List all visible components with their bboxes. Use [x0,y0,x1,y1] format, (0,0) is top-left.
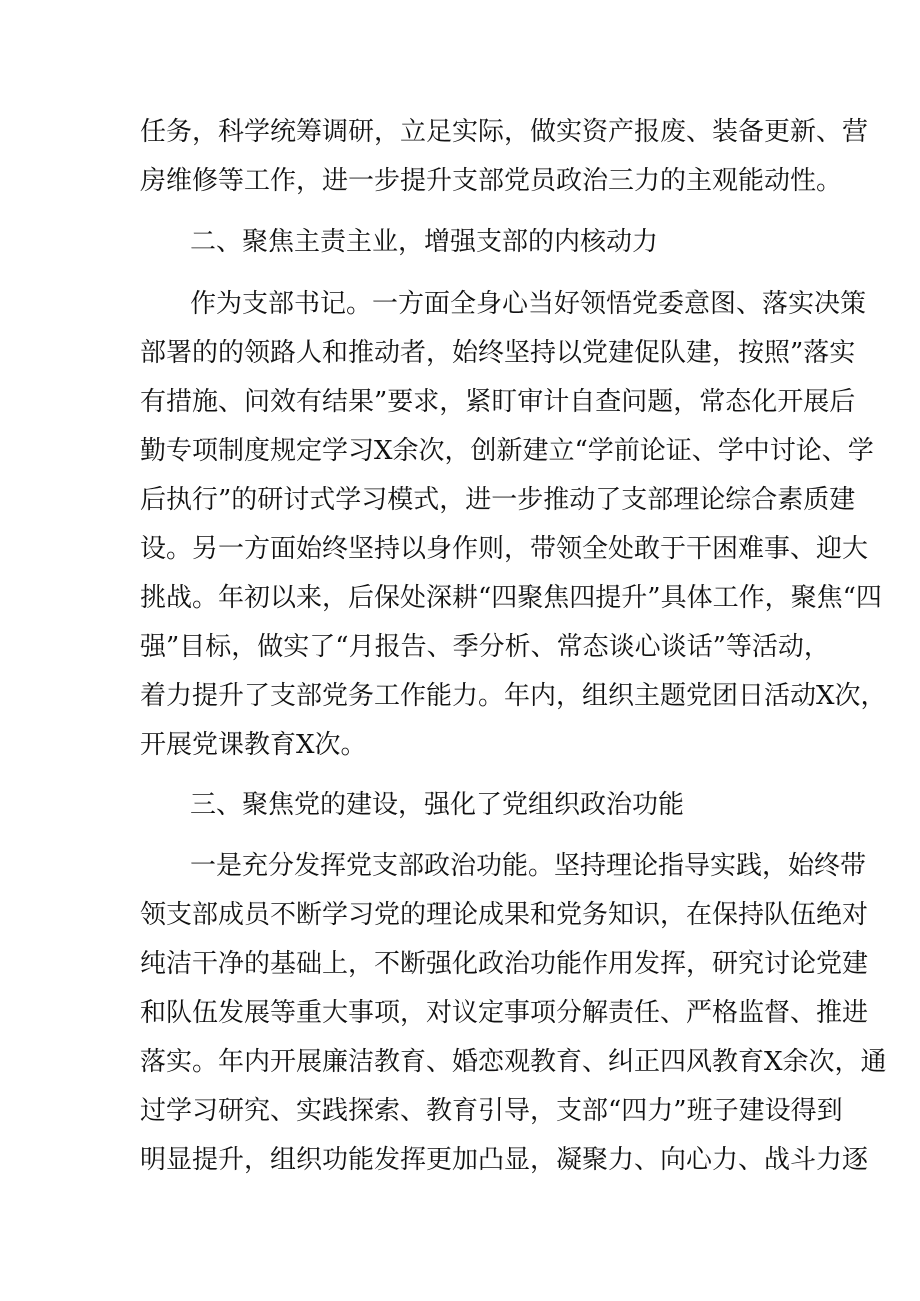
paragraph-line: 部署的的领路人和推动者，始终坚持以党建促队建，按照”落实 [140,338,856,368]
section-heading-3: 三、聚焦党的建设，强化了党组织政治功能 [190,790,685,820]
paragraph-line: 强”目标，做实了“月报告、季分析、常态谈心谈话”等活动， [140,632,830,662]
paragraph-line: 任务，科学统筹调研，立足实际，做实资产报废、装备更新、营 [140,117,869,147]
paragraph-line: 一是充分发挥党支部政治功能。坚持理论指导实践，始终带 [190,851,867,881]
section-heading-2: 二、聚焦主责主业，增强支部的内核动力 [190,227,659,257]
paragraph-line: 和队伍发展等重大事项，对议定事项分解责任、严格监督、推进 [140,998,869,1028]
paragraph-line: 明显提升，组织功能发挥更加凸显，凝聚力、向心力、战斗力逐 [140,1145,869,1175]
paragraph-line: 有措施、问效有结果”要求，紧盯审计自查问题，常态化开展后 [140,387,856,417]
paragraph-line: 纯洁干净的基础上，不断强化政治功能作用发挥，研究讨论党建 [140,949,869,979]
paragraph-line: 设。另一方面始终坚持以身作则，带领全处敢于干困难事、迎大 [140,534,869,564]
paragraph-line: 挑战。年初以来，后保处深耕“四聚焦四提升”具体工作，聚焦“四 [140,583,882,613]
paragraph-line: 着力提升了支部党务工作能力。年内，组织主题党团日活动X次， [140,681,887,711]
paragraph-line: 作为支部书记。一方面全身心当好领悟党委意图、落实决策 [190,289,867,319]
paragraph-line: 领支部成员不断学习党的理论成果和党务知识，在保持队伍绝对 [140,900,869,930]
paragraph-line: 勤专项制度规定学习X余次，创新建立“学前论证、学中讨论、学 [140,436,874,466]
paragraph-line: 后执行”的研讨式学习模式，进一步推动了支部理论综合素质建 [140,485,856,515]
paragraph-line: 落实。年内开展廉洁教育、婚恋观教育、纠正四风教育X余次，通 [140,1047,887,1077]
paragraph-line: 开展党课教育X次。 [140,730,367,760]
paragraph-line: 过学习研究、实践探索、教育引导，支部“四力”班子建设得到 [140,1096,843,1126]
paragraph-line: 房维修等工作，进一步提升支部党员政治三力的主观能动性。 [140,166,843,196]
